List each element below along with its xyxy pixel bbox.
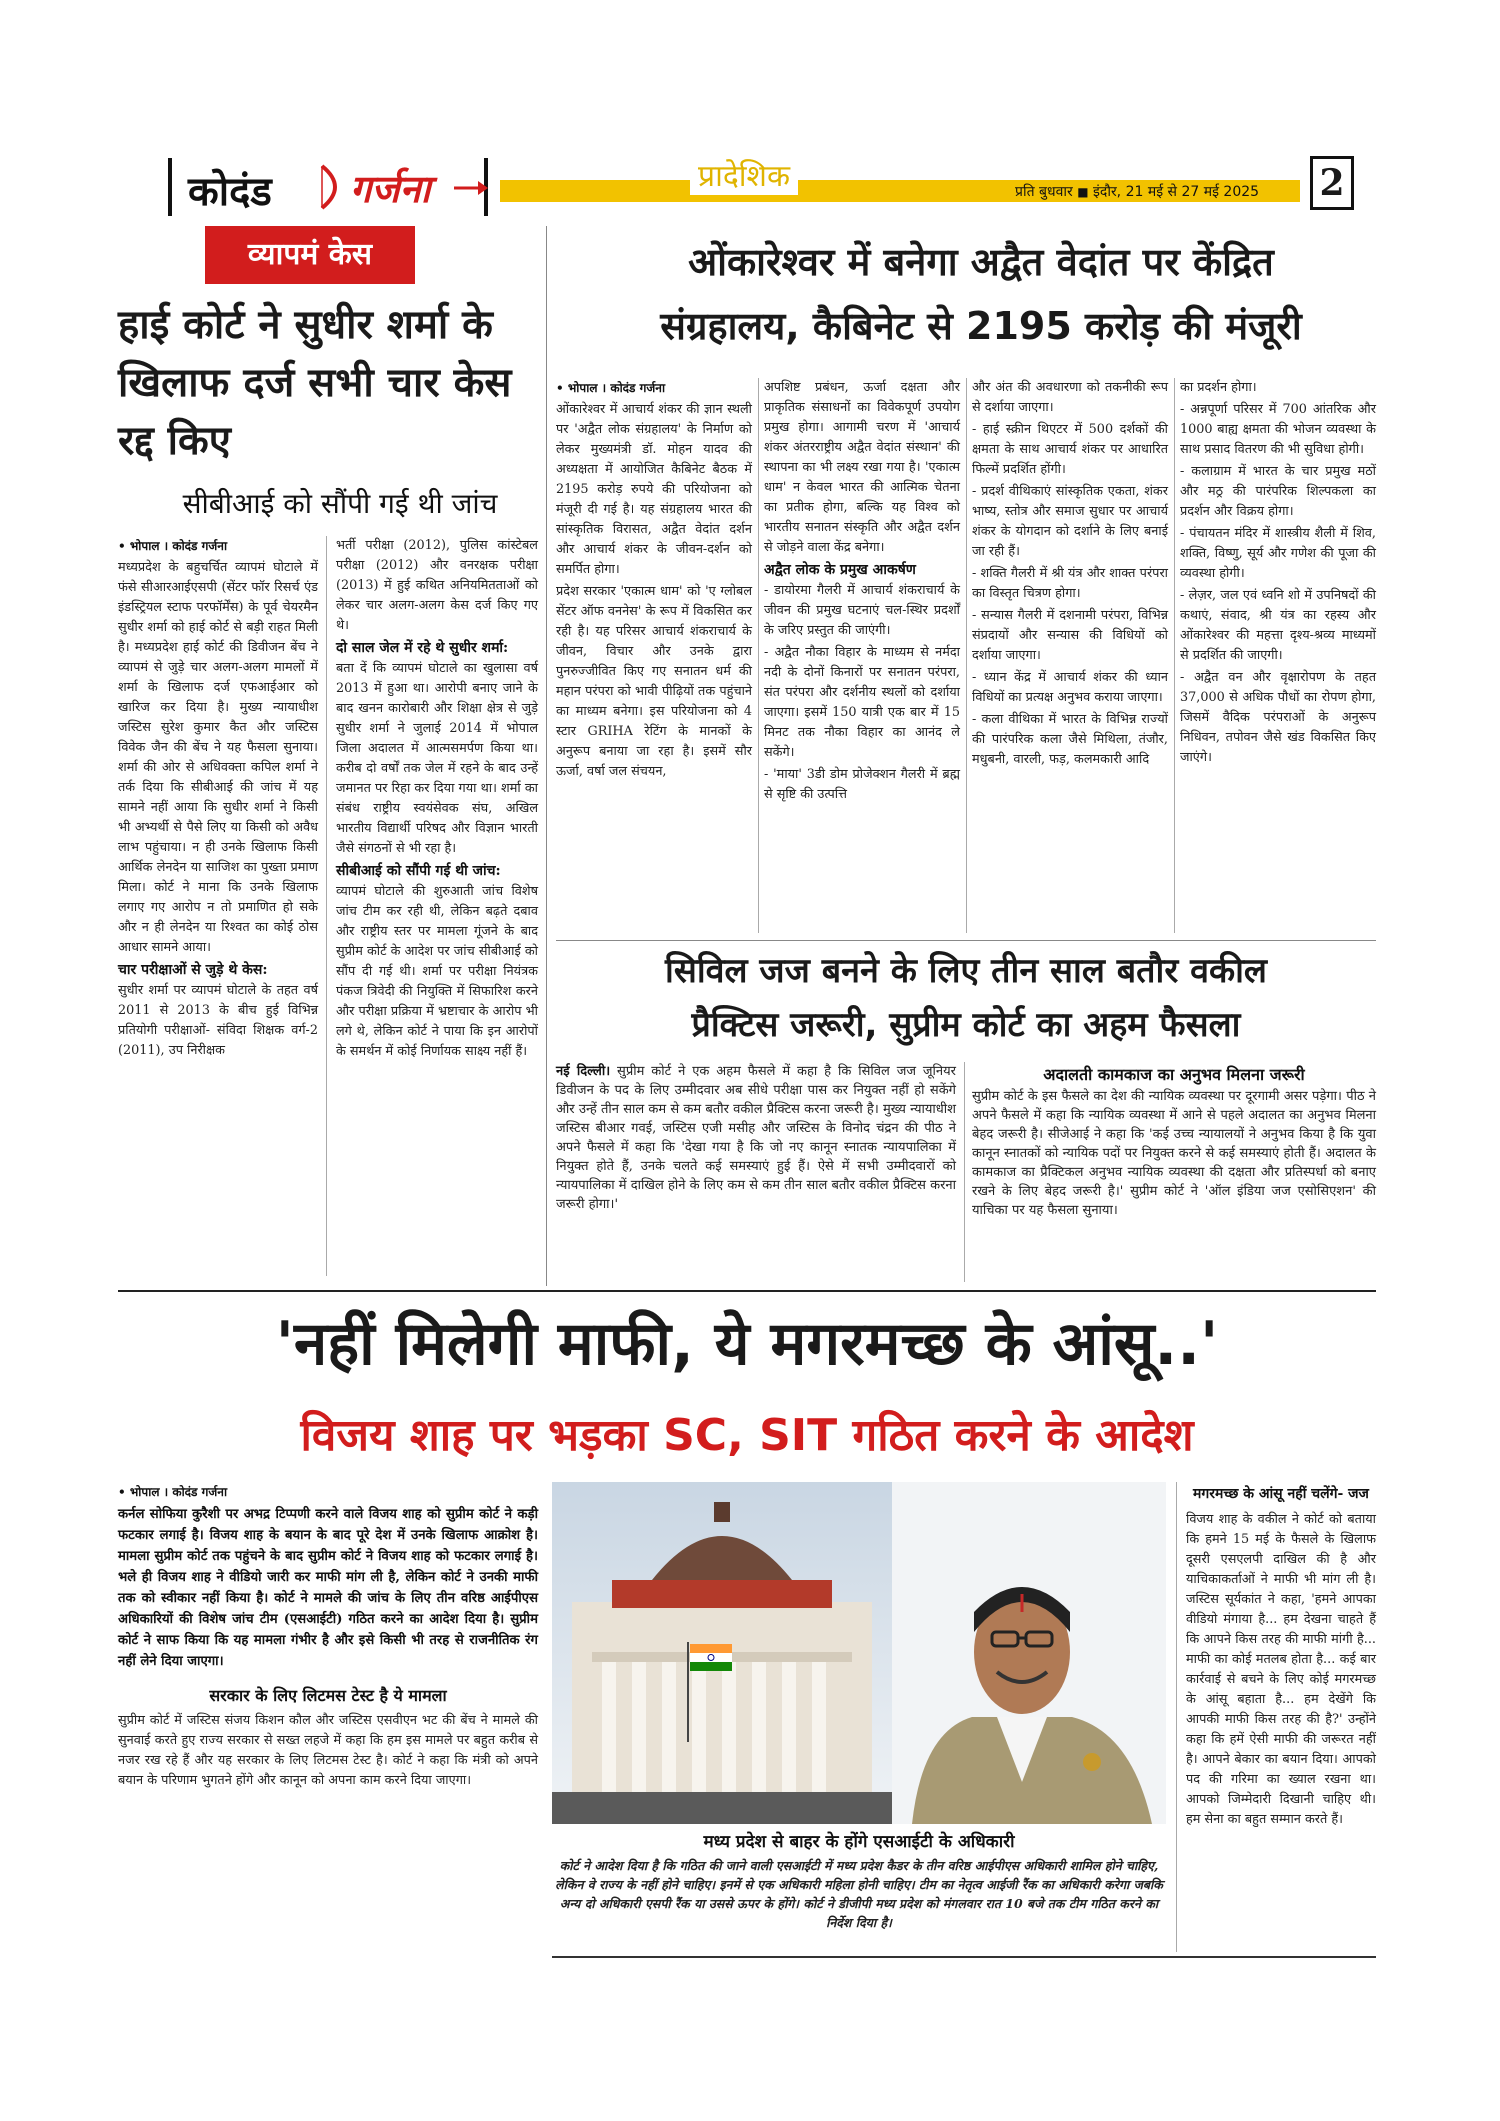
- page-number: 2: [1319, 162, 1345, 204]
- issue-bullet: ■: [1077, 185, 1089, 199]
- vijay-shah-caption-title: मध्य प्रदेश से बाहर के होंगे एसआईटी के अधिकारी: [703, 1832, 1015, 1852]
- civil-judge-dateline: नई दिल्ली।: [556, 1064, 611, 1079]
- omkareshwar-col2-sub: अद्वैत लोक के प्रमुख आकर्षण: [764, 562, 916, 578]
- vyapam-col2-sub2: सीबीआई को सौंपी गई थी जांच:: [336, 863, 501, 879]
- civil-judge-col1-body: सुप्रीम कोर्ट ने एक अहम फैसले में कहा है कि सिविल जज जूनियर डिवीजन के पद के लिए उम्मीदवार अब सीधे परीक्षा पास कर नियुक्त नहीं हो सकेंगे और उन्हें तीन साल कम से कम बतौर वकील प्रैक्टिस करना जरूरी है। मुख्य न्यायाधीश जस्टिस बीआर गवई, जस्टिस एजी मसीह और जस्टिस के विनोद चंद्रन की पीठ ने अपने फैसले में कहा कि 'देखा गया है कि जो नए कानून स्नातक न्यायपालिका में नियुक्त होते हैं, उनके चलते कई समस्याएं हुई हैं। ऐसे में सभी उम्मीदवारों को न्यायपालिका में दाखिल होने के लिए कम से कम तीन साल बतौर वकील प्रैक्टिस करना जरूरी होगा।': [556, 1064, 956, 1212]
- omk-divider-1: [758, 378, 759, 933]
- vijay-shah-headline: 'नहीं मिलेगी माफी, ये मगरमच्छ के आंसू..': [275, 1309, 1219, 1379]
- omkareshwar-col4-p1: का प्रदर्शन होगा।: [1180, 380, 1257, 395]
- vijay-shah-left: [118, 1482, 538, 1793]
- page-bottom-rule: [552, 1956, 1376, 1958]
- omkareshwar-headline-line2: संग्रहालय, कैबिनेट से 2195 करोड़ की मंजूरी: [660, 304, 1302, 348]
- issue-dates: इंदौर, 21 मई से 27 मई 2025: [1093, 184, 1260, 200]
- vijay-shah-side-divider: [1176, 1482, 1177, 1952]
- brand-part1: कोदंड: [188, 169, 272, 215]
- vyapam-col1-p2: सुधीर शर्मा पर व्यापमं घोटाले के तहत वर्ष 2011 से 2013 के बीच हुई विभिन्न प्रतियोगी परीक्षाओं- संविदा शिक्षक वर्ग-2 (2011), उप निरीक्षक: [118, 983, 318, 1058]
- vyapam-dateline: • भोपाल । कोदंड गर्जना: [118, 539, 228, 553]
- civil-judge-col1: [556, 1062, 956, 1216]
- section-name: प्रादेशिक: [690, 154, 798, 195]
- omkareshwar-col3-p1: और अंत की अवधारणा को तकनीकी रूप से दर्शाया जाएगा।: [972, 380, 1168, 415]
- omkareshwar-dateline: • भोपाल । कोदंड गर्जना: [556, 381, 666, 395]
- omkareshwar-col2: [764, 378, 960, 807]
- civil-judge-headline-line1: सिविल जज बनने के लिए तीन साल बतौर वकील: [665, 951, 1267, 991]
- vyapam-headline: हाई कोर्ट ने सुधीर शर्मा के खिलाफ दर्ज सभी चार केस रद्द किए: [118, 302, 512, 464]
- omkareshwar-col2-p3: - अद्वैत नौका विहार के माध्यम से नर्मदा नदी के दोनों किनारों पर सनातन परंपरा, संत परंपरा और दर्शनीय स्थलों को दर्शाया जाएगा। इसमें 150 यात्री एक बार में 15 मिनट तक नौका विहार का आनंद ले सकेंगे।: [764, 645, 960, 760]
- brand-arrow-icon: [454, 180, 488, 196]
- issue-frequency: प्रति बुधवार: [1015, 184, 1073, 200]
- civil-judge-col2: [972, 1062, 1376, 1222]
- omkareshwar-col4-p5: - लेज़र, जल एवं ध्वनि शो में उपनिषदों की कथाएं, संवाद, श्री यंत्र का रहस्य और ओंकारेश्वर की महत्ता दृश्य-श्रव्य माध्यमों से प्रदर्शित की जाएगी।: [1180, 588, 1376, 663]
- omkareshwar-headline: [556, 230, 1406, 358]
- vijay-shah-side-body: विजय शाह के वकील ने कोर्ट को बताया कि हमने 15 मई के फैसले के खिलाफ दूसरी एसएलपी दाखिल की है और याचिकाकर्ताओं ने माफी भी मांग ली है। जस्टिस सूर्यकांत ने कहा, 'हमने आपका वीडियो मंगाया है... हम देखना चाहते हैं कि आपने किस तरह की माफी मांगी है... माफी का कोई मतलब होता है... कई बार कार्रवाई से बचने के लिए कोई मगरमच्छ के आंसू बहाता है... हम देखेंगे कि आपकी माफी किस तरह की है?' उन्होंने कहा कि हमें ऐसी माफी की जरूरत नहीं है। आपने बेकार का बयान दिया। आपको पद की गरिमा का ख्याल रखना था। आपको जिम्मेदारी दिखानी चाहिए थी। हम सेना का बहुत सम्मान करते हैं।: [1186, 1512, 1376, 1827]
- civil-judge-top-rule: [556, 940, 1376, 941]
- omkareshwar-col3-p3: - प्रदर्श वीथिकाएं सांस्कृतिक एकता, शंकर भाष्य, स्तोत्र और समाज सुधार पर आचार्य शंकर के योगदान को दर्शाने के लिए बनाई जा रही हैं।: [972, 484, 1168, 559]
- omkareshwar-col4: [1180, 378, 1376, 770]
- vyapam-kicker: व्यापमं केस: [205, 226, 415, 284]
- vyapam-col2-sub1: दो साल जेल में रहे थे सुधीर शर्मा:: [336, 640, 509, 656]
- civil-judge-col2-sub: अदालती कामकाज का अनुभव मिलना जरूरी: [1043, 1065, 1305, 1084]
- brand-box: [168, 158, 488, 216]
- supreme-court-photo: [552, 1482, 1166, 1824]
- omkareshwar-col1-p1: ओंकारेश्वर में आचार्य शंकर की ज्ञान स्थली पर 'अद्वैत लोक संग्रहालय' के निर्माण को लेकर मुख्यमंत्री डॉ. मोहन यादव की अध्यक्षता में आयोजित कैबिनेट बैठक में 2195 करोड़ रुपये की परियोजना को मंजूरी दी गई है। यह संग्रहालय भारत की सांस्कृतिक विरासत, अद्वैत वेदांत दर्शन और आचार्य शंकर के जीवन-दर्शन को समर्पित होगा।: [556, 402, 752, 577]
- vijay-shah-side: [1186, 1482, 1376, 1832]
- omk-divider-2: [966, 378, 967, 933]
- vijay-shah-subhead: विजय शाह पर भड़का SC, SIT गठित करने के आदेश: [300, 1410, 1194, 1461]
- omkareshwar-col4-p4: - पंचायतन मंदिर में शास्त्रीय शैली में शिव, शक्ति, विष्णु, सूर्य और गणेश की पूजा की व्यवस्था होगी।: [1180, 526, 1376, 581]
- vijay-shah-caption-body: कोर्ट ने आदेश दिया है कि गठित की जाने वाली एसआईटी में मध्य प्रदेश कैडर के तीन वरिष्ठ आईपीएस अधिकारी शामिल होने चाहिए, लेकिन वे राज्य के नहीं होने चाहिए। इनमें से एक अधिकारी महिला होनी चाहिए। टीम का नेतृत्व आईजी रैंक का अधिकारी करेगा जबकि अन्य दो अधिकारी एसपी रैंक या उससे ऊपर के होंगे। कोर्ट ने डीजीपी मध्य प्रदेश को मंगलवार रात 10 बजे तक टीम गठित करने का निर्देश दिया है।: [555, 1858, 1163, 1930]
- vijay-shah-side-sub: मगरमच्छ के आंसू नहीं चलेंगे- जज: [1193, 1486, 1369, 1502]
- omkareshwar-col2-p2: - डायोरमा गैलरी में आचार्य शंकराचार्य के जीवन की प्रमुख घटनाएं चल-स्थिर प्रदर्शों के जरिए प्रस्तुत की जाएंगी।: [764, 583, 960, 638]
- civil-judge-headline-line2: प्रैक्टिस जरूरी, सुप्रीम कोर्ट का अहम फैसला: [691, 1005, 1241, 1045]
- omkareshwar-col1: [556, 378, 752, 784]
- vyapam-col2-p1: भर्ती परीक्षा (2012), पुलिस कांस्टेबल परीक्षा (2012) और वनरक्षक परीक्षा (2013) में हुई कथित अनियमितताओं को लेकर चार अलग-अलग केस दर्ज किए गए थे।: [336, 538, 538, 633]
- civil-judge-col2-body: सुप्रीम कोर्ट के इस फैसले का देश की न्यायिक व्यवस्था पर दूरगामी असर पड़ेगा। पीठ ने अपने फैसले में कहा कि न्यायिक व्यवस्था में आने से पहले अदालत का अनुभव मिलना बेहद जरूरी है। सीजेआई ने कहा कि 'कई उच्च न्यायालयों ने अनुभव किया है कि युवा कानून स्नातकों को न्यायिक पदों पर नियुक्त करने से कई समस्याएं होती हैं। अदालत के कामकाज का प्रैक्टिकल अनुभव न्यायिक व्यवस्था की दक्षता और प्रतिस्पर्धा को बनाए रखने के लिए बेहद जरूरी है।' सुप्रीम कोर्ट ने 'ऑल इंडिया जज एसोसिएशन' की याचिका पर यह फैसला सुनाया।: [972, 1089, 1376, 1218]
- omkareshwar-col4-p6: - अद्वैत वन और वृक्षारोपण के तहत 37,000 से अधिक पौधों का रोपण होगा, जिसमें वैदिक परंपराओं के अनुरूप निधिवन, तपोवन जैसे खंड विकसित किए जाएंगे।: [1180, 670, 1376, 765]
- vyapam-col1-sub: चार परीक्षाओं से जुड़े थे केस:: [118, 962, 268, 978]
- vyapam-col2-p3: व्यापमं घोटाले की शुरुआती जांच विशेष जांच टीम कर रही थी, लेकिन बढ़ते दबाव और राष्ट्रीय स्तर पर मामला गूंजने के बाद सुप्रीम कोर्ट के आदेश पर जांच सीबीआई को सौंप दी गई थी। शर्मा पर परीक्षा नियंत्रक पंकज त्रिवेदी की नियुक्ति में सिफारिश करने और परीक्षा प्रक्रिया में भ्रष्टाचार के आरोप भी लगे थे, लेकिन कोर्ट ने पाया कि इन आरोपों के समर्थन में कोई निर्णायक साक्ष्य नहीं हैं।: [336, 884, 538, 1059]
- omkareshwar-headline-line1: ओंकारेश्वर में बनेगा अद्वैत वेदांत पर केंद्रित: [688, 240, 1274, 284]
- vijay-shah-top-rule: [118, 1290, 1376, 1292]
- vyapam-col1: [118, 536, 318, 1063]
- vijay-shah-photo: [552, 1482, 1166, 1824]
- omkareshwar-col1-p2: प्रदेश सरकार 'एकात्म धाम' को 'ए ग्लोबल सेंटर ऑफ वननेस' के रूप में विकसित कर रही है। यह परिसर आचार्य शंकराचार्य के जीवन, विचार और उनके द्वारा पुनरुज्जीवित किए गए सनातन धर्म की महान परंपरा को भावी पीढ़ियों तक पहुंचाने का माध्यम बनेगा। इस परियोजना को 4 स्टार GRIHA रेटिंग के मानकों के अनुरूप बनाया जा रहा है। इसमें सौर ऊर्जा, वर्षा जल संचयन,: [556, 584, 752, 779]
- omkareshwar-col4-p3: - कलाग्राम में भारत के चार प्रमुख मठों और मठ्र की पारंपरिक शिल्पकला का प्रदर्शन और विक्रय होगा।: [1180, 464, 1376, 519]
- vyapam-col-divider: [326, 536, 327, 1276]
- omkareshwar-col3-p5: - सन्यास गैलरी में दशनामी परंपरा, विभिन्न संप्रदायों और सन्यास की विधियों को दर्शाया जाएगा।: [972, 608, 1168, 663]
- left-story-divider: [546, 226, 547, 1286]
- vijay-shah-sub1: सरकार के लिए लिटमस टेस्ट है ये मामला: [209, 1686, 447, 1705]
- omkareshwar-col2-p1: अपशिष्ट प्रबंधन, ऊर्जा दक्षता और प्राकृतिक संसाधनों का विवेकपूर्ण उपयोग प्रमुख होगा। आगामी चरण में 'आचार्य शंकर अंतरराष्ट्रीय अद्वैत वेदांत संस्थान' की स्थापना का भी लक्ष्य रखा गया है। 'एकात्म धाम' न केवल भारत की आत्मिक चेतना का प्रतीक होगा, बल्कि यह विश्व को भारतीय सनातन संस्कृति और अद्वैत दर्शन से जोड़ने वाला केंद्र बनेगा।: [764, 380, 960, 555]
- omkareshwar-col4-p2: - अन्नपूर्णा परिसर में 700 आंतरिक और 1000 बाह्य क्षमता की भोजन व्यवस्था के साथ प्रसाद वितरण की भी सुविधा होगी।: [1180, 402, 1376, 457]
- vijay-shah-body1: सुप्रीम कोर्ट में जस्टिस संजय किशन कौल और जस्टिस एसवीएन भट की बेंच ने मामले की सुनवाई करते हुए राज्य सरकार से सख्त लहजे में कहा कि हम इस मामले पर बहुत करीब से नजर रख रहे हैं और यह सरकार के लिए लिटमस टेस्ट है। कोर्ट ने कहा कि मंत्री को अपने बयान के परिणाम भुगतने होंगे और कानून को अपना काम करने दिया जाएगा।: [118, 1713, 538, 1788]
- brand-part2: गर्जना: [350, 167, 431, 211]
- vyapam-subhead: सीबीआई को सौंपी गई थी जांच: [182, 487, 498, 520]
- issue-info: [1015, 182, 1259, 201]
- omkareshwar-col3-p2: - हाई स्क्रीन थिएटर में 500 दर्शकों की क्षमता के साथ आचार्य शंकर पर आधारित फिल्में प्रदर्शित होंगी।: [972, 422, 1168, 477]
- vyapam-col2-p2: बता दें कि व्यापमं घोटाले का खुलासा वर्ष 2013 में हुआ था। आरोपी बनाए जाने के बाद खनन कारोबारी और शिक्षा क्षेत्र से जुड़े सुधीर शर्मा ने जुलाई 2014 में भोपाल जिला अदालत में आत्मसमर्पण किया था। करीब दो वर्षों तक जेल में रहने के बाद उन्हें जमानत पर रिहा कर दिया गया था। शर्मा का संबंध राष्ट्रीय स्वयंसेवक संघ, अखिल भारतीय विद्यार्थी परिषद और विज्ञान भारती जैसे संगठनों से भी रहा है।: [336, 661, 538, 856]
- civil-judge-divider: [964, 1062, 965, 1282]
- vijay-shah-dateline: • भोपाल । कोदंड गर्जना: [118, 1485, 228, 1499]
- vijay-shah-lead: कर्नल सोफिया कुरैशी पर अभद्र टिप्पणी करने वाले विजय शाह को सुप्रीम कोर्ट ने कड़ी फटकार लगाई है। विजय शाह के बयान के बाद पूरे देश में उनके खिलाफ आक्रोश है। मामला सुप्रीम कोर्ट तक पहुंचने के बाद सुप्रीम कोर्ट ने विजय शाह को फटकार लगाई है। भले ही विजय शाह ने वीडियो जारी कर माफी मांग ली है, लेकिन कोर्ट ने उनकी माफी तक को स्वीकार नहीं किया है। कोर्ट ने मामले की जांच के लिए तीन वरिष्ठ आईपीएस अधिकारियों की विशेष जांच टीम (एसआईटी) गठित करने का आदेश दिया है। सुप्रीम कोर्ट ने साफ किया कि यह मामला गंभीर है और इसे किसी भी तरह से राजनीतिक रंग नहीं लेने दिया जाएगा।: [118, 1507, 538, 1669]
- vyapam-col1-p1: मध्यप्रदेश के बहुचर्चित व्यापमं घोटाले में फंसे सीआरआईएसपी (सेंटर फॉर रिसर्च एंड इंडस्ट्रियल स्टाफ परफॉर्मेंस) के पूर्व चेयरमैन सुधीर शर्मा को हाई कोर्ट से बड़ी राहत मिली है। मध्यप्रदेश हाई कोर्ट की डिवीजन बेंच ने व्यापमं से जुड़े चार अलग-अलग मामलों में शर्मा के खिलाफ दर्ज एफआईआर को खारिज कर दिया है। मुख्य न्यायाधीश जस्टिस सुरेश कुमार कैत और जस्टिस विवेक जैन की बेंच ने यह फैसला सुनाया। शर्मा की ओर से अधिवक्ता कपिल शर्मा ने तर्क दिया कि सीबीआई की जांच में यह सामने नहीं आया कि सुधीर शर्मा ने किसी भी अभ्यर्थी से पैसे लिए या किसी को अवैध लाभ पहुंचाया। न ही उनके खिलाफ किसी आर्थिक लेनदेन या साजिश का पुख्ता प्रमाण मिला। कोर्ट ने माना कि उनके खिलाफ लगाए गए आरोप न तो प्रमाणित हो सके और न ही लेनदेन या रिश्वत का कोई ठोस आधार सामने आया।: [118, 560, 318, 955]
- vyapam-col2: [336, 536, 538, 1064]
- omkareshwar-col3: [972, 378, 1168, 772]
- omkareshwar-col3-p6: - ध्यान केंद्र में आचार्य शंकर की ध्यान विधियों का प्रत्यक्ष अनुभव कराया जाएगा।: [972, 670, 1168, 705]
- omk-divider-3: [1174, 378, 1175, 933]
- omkareshwar-col2-p4: - 'माया' 3डी डोम प्रोजेक्शन गैलरी में ब्रह्म से सृष्टि की उत्पत्ति: [764, 767, 960, 802]
- page-number-box: [1310, 156, 1354, 210]
- omkareshwar-col3-p4: - शक्ति गैलरी में श्री यंत्र और शाक्त परंपरा का विस्तृत चित्रण होगा।: [972, 566, 1168, 601]
- omkareshwar-col3-p7: - कला वीथिका में भारत के विभिन्न राज्यों की पारंपरिक कला जैसे मिथिला, तंजौर, मधुबनी, वारली, फड़, कलमकारी आदि: [972, 712, 1168, 767]
- masthead: [0, 150, 1500, 220]
- civil-judge-headline: [556, 944, 1376, 1052]
- brand-bow-icon: [314, 162, 354, 212]
